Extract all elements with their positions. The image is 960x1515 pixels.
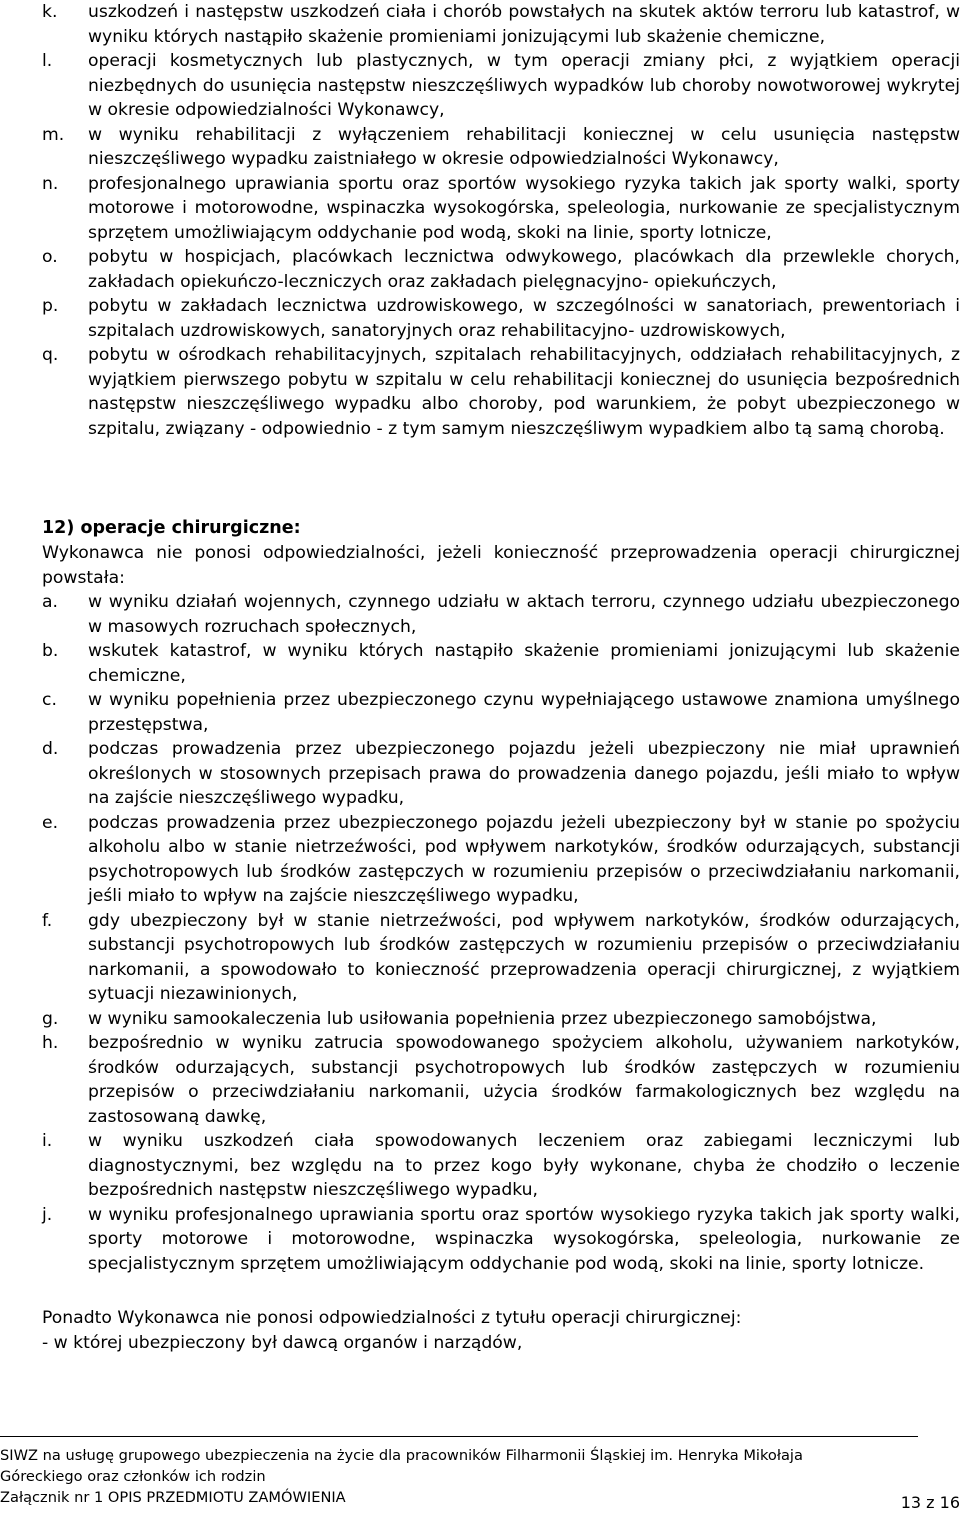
list-item-text: pobytu w ośrodkach rehabilitacyjnych, szpitalach rehabilitacyjnych, oddziałach rehabilitacyjnych, z wyjątkiem pierwszego pobytu w szpitalu w celu rehabilitacji koniecznej do usunięcia bezpośrednich następstw nieszczęśliwego wypadku albo choroby, pod warunkiem, że pobyt ubezpieczonego w szpitalu, związany - odpowiednio - z tym samym nieszczęśliwym wypadkiem albo tą samą chorobą. [88,345,960,439]
list-item [42,0,960,49]
list-item [42,909,960,1007]
list-item [42,245,960,294]
section-intro: Wykonawca nie ponosi odpowiedzialności, jeżeli konieczność przeprowadzenia operacji chirurgicznej powstała: [42,543,960,588]
list-item-letter: c. [42,690,57,710]
list-item-text: bezpośrednio w wyniku zatrucia spowodowanego spożyciem alkoholu, używaniem narkotyków, środków odurzających, substancji psychotropowych lub środków zastępczych w rozumieniu przepisów o przeciwdziałaniu narkomanii, użycia środków farmakologicznych bez względu na zastosowaną dawkę, [88,1033,960,1127]
footer-line-3: Załącznik nr 1 OPIS PRZEDMIOTU ZAMÓWIENIA [0,1489,346,1506]
list-item-text: podczas prowadzenia przez ubezpieczonego pojazdu jeżeli ubezpieczony nie miał uprawnień określonych w stosownych przepisach prawa do prowadzenia danego pojazdu, jeśli miało to wpływ na zajście nieszczęśliwego wypadku, [88,739,960,808]
list-item-letter: o. [42,247,58,267]
list-item [42,294,960,343]
list-item [42,737,960,811]
footer [0,1445,960,1508]
list-item-text: wskutek katastrof, w wyniku których nastąpiło skażenie promieniami jonizującymi lub skażenie chemiczne, [88,641,960,686]
list-item-text: operacji kosmetycznych lub plastycznych, w tym operacji zmiany płci, z wyjątkiem operacji niezbędnych do usunięcia następstw nieszczęśliwych wypadków lub choroby nowotworowej wykrytej w okresie odpowiedzialności Wykonawcy, [88,51,960,120]
list-item [42,1007,960,1032]
list-item-letter: l. [42,51,53,71]
section-heading: 12) operacje chirurgiczne: [42,518,301,538]
list-item-letter: n. [42,173,59,194]
list-item-text: gdy ubezpieczony był w stanie nietrzeźwości, pod wpływem narkotyków, środków odurzających, substancji psychotropowych lub środków zastępczych w rozumieniu przepisów o przeciwdziałaniu narkomanii, a spowodowało to konieczność przeprowadzenia operacji chirurgicznej, z wyjątkiem sytuacji niezawinionych, [88,910,960,1004]
list-item [42,811,960,909]
closing-paragraph [42,1306,960,1355]
list-item [42,172,960,246]
list-item-text: uszkodzeń i następstw uszkodzeń ciała i chorób powstałych na skutek aktów terroru lub katastrof, w wyniku których nastąpiło skażenie promieniami jonizującymi lub skażenie chemiczne, [88,2,960,47]
list-item-letter: i. [42,1131,53,1151]
list-item [42,639,960,688]
exclusion-list-continued [42,0,960,441]
list-item-text: podczas prowadzenia przez ubezpieczonego pojazdu jeżeli ubezpieczony był w stanie po spożyciu alkoholu albo w stanie nietrzeźwości, pod wpływem narkotyków, środków odurzających, substancji psychotropowych lub środków zastępczych w rozumieniu przepisów o przeciwdziałaniu narkomanii, jeśli miało to wpływ na zajście nieszczęśliwego wypadku, [88,812,960,906]
list-item-letter: b. [42,641,59,661]
footer-line-2: Góreckiego oraz członków ich rodzin [0,1468,266,1485]
list-item-text: pobytu w zakładach lecznictwa uzdrowiskowego, w szczególności w sanatoriach, prewentoriach i szpitalach uzdrowiskowych, sanatoryjnych oraz rehabilitacyjno- uzdrowiskowych, [88,296,960,341]
list-item-text: w wyniku samookaleczenia lub usiłowania popełnienia przez ubezpieczonego samobójstwa, [88,1008,877,1029]
list-item-text: w wyniku działań wojennych, czynnego udziału w aktach terroru, czynnego udziału ubezpieczonego w masowych rozruchach społecznych, [88,592,960,637]
list-item [42,123,960,172]
list-item-letter: h. [42,1033,59,1053]
list-item-letter: p. [42,296,59,316]
list-item [42,590,960,639]
closing-line-2: - w której ubezpieczony był dawcą organów i narządów, [42,1332,523,1353]
list-item-text: profesjonalnego uprawiania sportu oraz sportów wysokiego ryzyka takich jak sporty walki, sporty motorowe i motorowodne, wspinaczka wysokogórska, speleologia, nurkowanie ze specjalistycznym sprzętem umożliwiającym oddychanie pod wodą, skoki na linie, sporty lotnicze, [88,173,960,243]
footer-line-1: SIWZ na usługę grupowego ubezpieczenia na życie dla pracowników Filharmonii Śląskiej im. Henryka Mikołaja [0,1447,803,1464]
list-item [42,688,960,737]
list-item-letter: j. [42,1204,53,1225]
list-item-letter: d. [42,739,59,759]
surgery-exclusion-list [42,590,960,1276]
list-item [42,343,960,441]
footer-divider [0,1436,918,1437]
page-number: 13 z 16 [900,1493,960,1512]
list-item-text: w wyniku rehabilitacji z wyłączeniem rehabilitacji koniecznej w celu usunięcia następstw nieszczęśliwego wypadku zaistniałego w okresie odpowiedzialności Wykonawcy, [88,124,960,169]
closing-line-1: Ponadto Wykonawca nie ponosi odpowiedzialności z tytułu operacji chirurgicznej: [42,1308,742,1328]
list-item-letter: f. [42,910,53,931]
list-item [42,49,960,123]
list-item-text: w wyniku profesjonalnego uprawiania sportu oraz sportów wysokiego ryzyka takich jak sporty walki, sporty motorowe i motorowodne, wspinaczka wysokogórska, speleologia, nurkowanie ze specjalistycznym sprzętem umożliwiającym oddychanie pod wodą, skoki na linie, sporty lotnicze. [88,1204,960,1274]
list-item-letter: a. [42,592,58,612]
list-item-letter: e. [42,812,59,833]
list-item-text: w wyniku popełnienia przez ubezpieczonego czynu wypełniającego ustawowe znamiona umyślnego przestępstwa, [88,690,960,735]
list-item-letter: k. [42,2,58,22]
list-item-letter: g. [42,1008,59,1029]
list-item-text: w wyniku uszkodzeń ciała spowodowanych leczeniem oraz zabiegami leczniczymi lub diagnostycznymi, bez względu na to przez kogo były wykonane, chyba że chodziło o leczenie bezpośrednich następstw nieszczęśliwego wypadku, [88,1131,960,1200]
list-item-letter: m. [42,124,65,145]
list-item [42,1129,960,1203]
list-item-letter: q. [42,345,59,365]
list-item [42,1031,960,1129]
list-item [42,1203,960,1277]
list-item-text: pobytu w hospicjach, placówkach lecznictwa odwykowego, placówkach dla przewlekle chorych, zakładach opiekuńczo-leczniczych oraz zakładach pielęgnacyjno- opiekuńczych, [88,247,960,292]
